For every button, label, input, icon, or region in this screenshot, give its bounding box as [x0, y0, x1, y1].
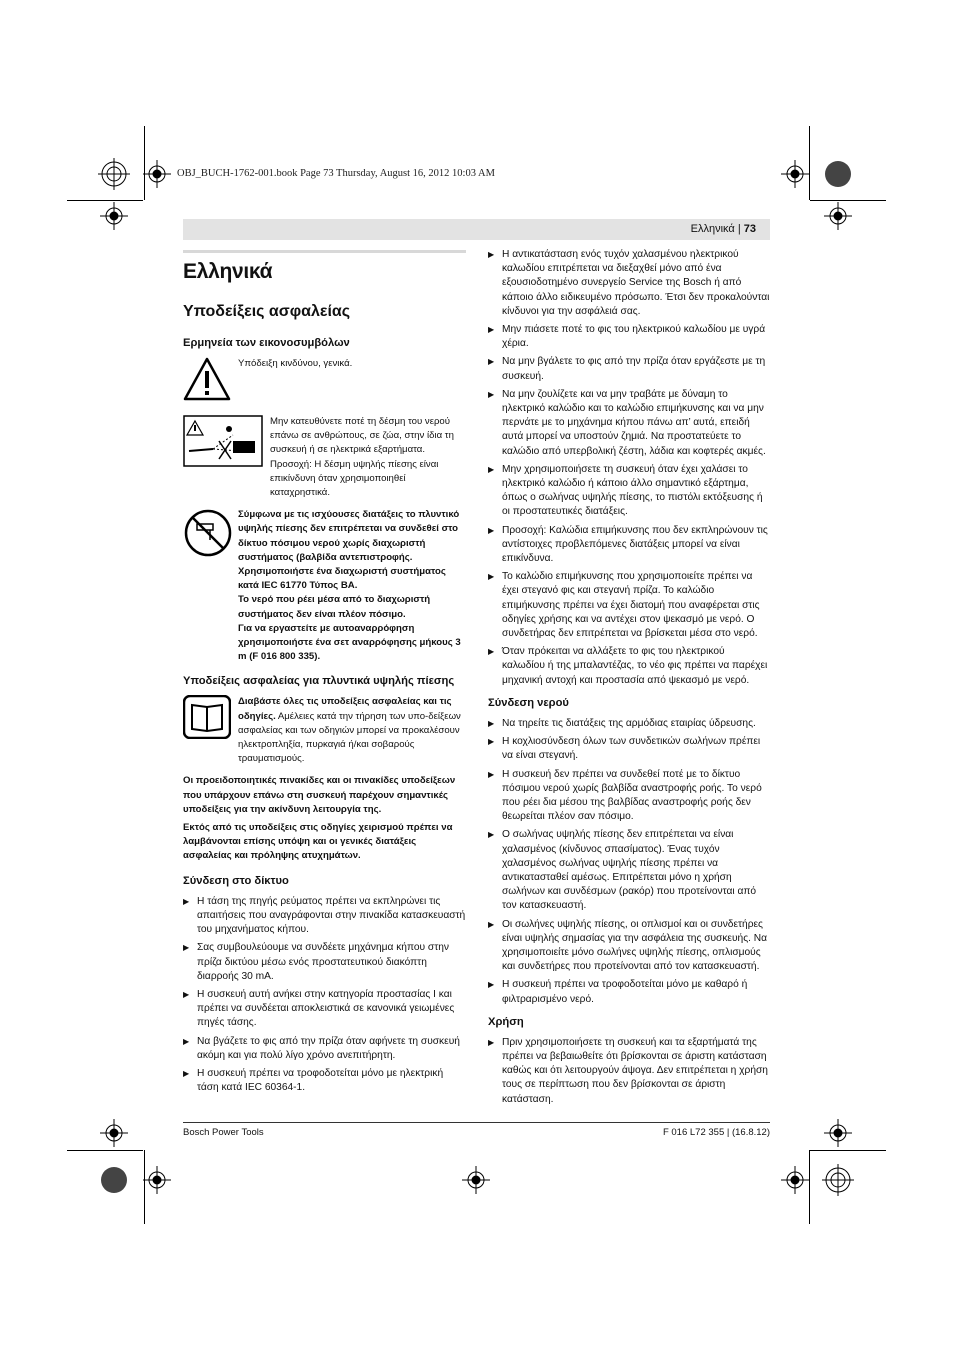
header-page-number: 73: [743, 223, 756, 235]
read-manual-icon: [183, 695, 238, 766]
symbol-danger: [183, 357, 466, 407]
warning-triangle-icon: [183, 357, 238, 407]
footer-left: Bosch Power Tools: [183, 1127, 264, 1138]
page-number-label: [691, 223, 756, 235]
list-item: ▶ Να βγάζετε το φις από την πρίζα όταν αφήνετε τη συσκευή ακόμη και για πολύ λίγο χρόνο ανεπιτήρητη.: [183, 1035, 466, 1063]
symbol-danger-text: Υπόδειξη κινδύνου, γενικά.: [238, 358, 353, 369]
symbols-heading: Ερμηνεία των εικονοσυμβόλων: [183, 337, 350, 349]
printer-slug: OBJ_BUCH-1762-001.book Page 73 Thursday, August 16, 2012 10:03 AM: [177, 168, 495, 179]
list-item: ▶ Όταν πρόκειται να αλλάξετε το φις του ηλεκτρικού καλωδίου ή της μπαλαντέζας, το νέο φις πρέπει να παρέχει μηχανική αντοχή και προστασία από ψεκασμό με νερό.: [488, 645, 770, 688]
list-item: ▶ Προσοχή: Καλώδια επιμήκυνσης που δεν εκπληρώνουν τις αντίστοιχες προβλεπόμενες διατάξεις μπορεί να είναι επικίνδυνα.: [488, 524, 770, 567]
symbol-water-text-2: Το νερό που ρέει μέσα από το διαχωριστή συστήματος δεν είναι πλέον πόσιμο.: [238, 594, 431, 620]
symbol-jet-text: Μην κατευθύνετε ποτέ τη δέσμη του νερού επάνω σε ανθρώπους, σε ζώα, στην ίδια τη συσκευή ή σε ηλεκτρικά εξαρτήματα. Προσοχή: Η δέσμη υψηλής πίεσης είναι επικίνδυνη όταν χρησιμοποιηθεί καταχρηστικά.: [270, 416, 454, 499]
list-item: ▶ Η συσκευή αυτή ανήκει στην κατηγορία προστασίας I και πρέπει να συνδέεται αποκλειστικά σε κανονικά γειωμένες πηγές τάσης.: [183, 988, 466, 1031]
list-item: ▶ Μην πιάσετε ποτέ το φις του ηλεκτρικού καλωδίου με υγρά χέρια.: [488, 323, 770, 351]
use-heading: Χρήση: [488, 1015, 524, 1028]
spray-warning-icon: [183, 415, 270, 500]
list-item: ▶ Το καλώδιο επιμήκυνσης που χρησιμοποιείτε πρέπει να έχει στεγανό φις και στεγανή πρίζα. Το καλώδιο επιμήκυνσης πρέπει να έχει διατομή που αναφέρεται στις οδηγίες χρήσης και να αντέχει στον ψεκασμό με νερό. Ο συνδετήρας δεν επιτρέπεται να βρίσκεται μέσα στο νερό.: [488, 570, 770, 641]
list-item: ▶ Πριν χρησιμοποιήσετε τη συσκευή και τα εξαρτήματά της πρέπει να βεβαιωθείτε ότι βρίσκονται σε άριστη κατάσταση καθώς και ότι λειτουργούν άψογα. Δεν επιτρέπεται η χρήση τους σε περίπτωση που δεν βρίσκονται σε άριστη κατάσταση.: [488, 1036, 770, 1107]
symbol-water-text: Σύμφωνα με τις ισχύουσες διατάξεις το πλυντικό υψηλής πίεσης δεν επιτρέπεται να συνδεθεί στο δίκτυο πόσιμου νερού χωρίς διαχωριστή συστήματος (βαλβίδα αντεπιστροφής. Χρησιμοποιήστε ένα διαχωριστή συστήματος κατά IEC 61770 Τύπος BA.: [238, 509, 460, 592]
list-item: ▶ Να μην ζουλίζετε και να μην τραβάτε με δύναμη το ηλεκτρικό καλώδιο και το καλώδιο επιμήκυνσης και να μην περνάτε με το μηχάνημα κήπου πάνω απ’ αυτά, επειδή αυτά μπορεί να υποστούν ζημιά. Να προστατεύετε το καλώδιο από υπερβολική ζέστη, λάδια και κοφτερές ακμές.: [488, 388, 770, 459]
list-item: ▶ Η συσκευή πρέπει να τροφοδοτείται μόνο με καθαρό ή φιλτραρισμένο νερό.: [488, 978, 770, 1006]
symbol-jet: [183, 415, 466, 500]
header-language: Ελληνικά: [690, 223, 735, 235]
water-heading: Σύνδεση νερού: [488, 696, 569, 709]
left-column: [183, 250, 466, 1099]
symbol-water: [183, 508, 466, 664]
page-title: Ελληνικά: [183, 260, 273, 283]
list-item: ▶ Η κοχλιοσύνδεση όλων των συνδετικών σωλήνων πρέπει να είναι στεγανή.: [488, 735, 770, 763]
list-item: ▶ Να μην βγάλετε το φις από την πρίζα όταν εργάζεστε με τη συσκευή.: [488, 355, 770, 383]
hp-safety-heading: Υποδείξεις ασφαλείας για πλυντικά υψηλής πίεσης: [183, 675, 455, 688]
footer-right: F 016 L72 355 | (16.8.12): [662, 1127, 770, 1138]
list-item: ▶ Να τηρείτε τις διατάξεις της αρμόδιας εταιρίας ύδρευσης.: [488, 717, 770, 731]
general-rules-paragraph: Εκτός από τις υποδείξεις στις οδηγίες χειρισμού πρέπει να λαμβάνονται επίσης υπόψη και οι γενικές διατάξεις ασφαλείας και πρόληψης ατυχημάτων.: [183, 822, 453, 862]
read-instructions-text: Αμέλειες κατά την τήρηση των υπο-δείξεων ασφαλείας και των οδηγιών μπορεί να προκαλέσουν ηλεκτροπληξία, πυρκαγιά ή/και σοβαρούς τραυματισμούς.: [238, 710, 461, 765]
warning-labels-paragraph: Οι προειδοποιητικές πινακίδες και οι πινακίδες υποδείξεων που υπάρχουν επάνω στη συσκευή παρέχουν σημαντικές υποδείξεις για την ακίνδυνη λειτουργία της.: [183, 775, 456, 815]
list-item: ▶ Μην χρησιμοποιήσετε τη συσκευή όταν έχει χαλάσει το ηλεκτρικό καλώδιο ή κάποιο άλλο σημαντικό εξάρτημα, όπως ο σωλήνας υψηλής πίεσης, το πιστόλι εκτόξευσης ή οι προστατευτικές διατάξεις.: [488, 463, 770, 520]
right-column: [488, 248, 770, 1111]
title-rule: [183, 250, 466, 253]
list-item: ▶ Σας συμβουλεύουμε να συνδέετε μηχάνημα κήπου στην πρίζα δικτύου μέσω ενός προστατευτικού διακόπτη διαρροής 30 mA.: [183, 941, 466, 984]
page-footer: [183, 1122, 770, 1138]
mains-heading: Σύνδεση στο δίκτυο: [183, 874, 289, 887]
list-item: ▶ Η συσκευή πρέπει να τροφοδοτείται μόνο με ηλεκτρική τάση κατά IEC 60364-1.: [183, 1067, 466, 1095]
read-instructions-block: [183, 695, 466, 766]
header-separator: |: [737, 223, 741, 235]
no-drinking-water-icon: [183, 508, 238, 664]
list-item: ▶ Η συσκευή δεν πρέπει να συνδεθεί ποτέ με το δίκτυο πόσιμου νερού χωρίς βαλβίδα αναστροφής ροής. Το νερό που ρέει δια μέσου της βαλβίδας αναστροφής ροής δεν θεωρείται πλέον σαν πόσιμο.: [488, 768, 770, 825]
page-header: [183, 219, 770, 240]
read-instructions-bold: Διαβάστε όλες τις υποδείξεις ασφαλείας και τις οδηγίες.: [238, 696, 452, 722]
list-item: ▶ Ο σωλήνας υψηλής πίεσης δεν επιτρέπεται να είναι χαλασμένος (κίνδυνος σπασίματος). Ένας τυχόν χαλασμένος σωλήνας υψηλής πίεσης πρέπει να αντικατασταθεί αμέσως. Επιτρέπεται μόνο η χρήση σωλήνων και συνδέσμων (ρακόρ) που προτείνονται από τον κατασκευαστή.: [488, 828, 770, 913]
list-item: ▶ Η αντικατάσταση ενός τυχόν χαλασμένου ηλεκτρικού καλωδίου επιτρέπεται να διεξαχθεί μόνο από ένα εξουσιοδοτημένο συνεργείο Service της Bosch ή από κάποιο άλλο ειδικευμένο πρόσωπο. Έτσι δεν προκαλούνται κίνδυνοι για την ασφάλειά σας.: [488, 248, 770, 319]
list-item: ▶ Η τάση της πηγής ρεύματος πρέπει να εκπληρώνει τις απαιτήσεις που αναγράφονται στην πινακίδα κατασκευαστή του μηχανήματος κήπου.: [183, 895, 466, 938]
list-item: ▶ Οι σωλήνες υψηλής πίεσης, οι οπλισμοί και οι συνδετήρες είναι υψηλής σημασίας για την ασφάλεια της συσκευής. Να χρησιμοποιείτε μόνο σωλήνες υψηλής πίεσης, οπλισμούς και συνδετήρες που προτείνονται από τον κατασκευαστή.: [488, 918, 770, 975]
symbol-water-text-3: Για να εργαστείτε με αυτοαναρρόφηση χρησιμοποιήστε ένα σετ αναρρόφησης μήκους 3 m (F 016 800 335).: [238, 622, 461, 663]
section-title: Υποδείξεις ασφαλείας: [183, 303, 351, 320]
